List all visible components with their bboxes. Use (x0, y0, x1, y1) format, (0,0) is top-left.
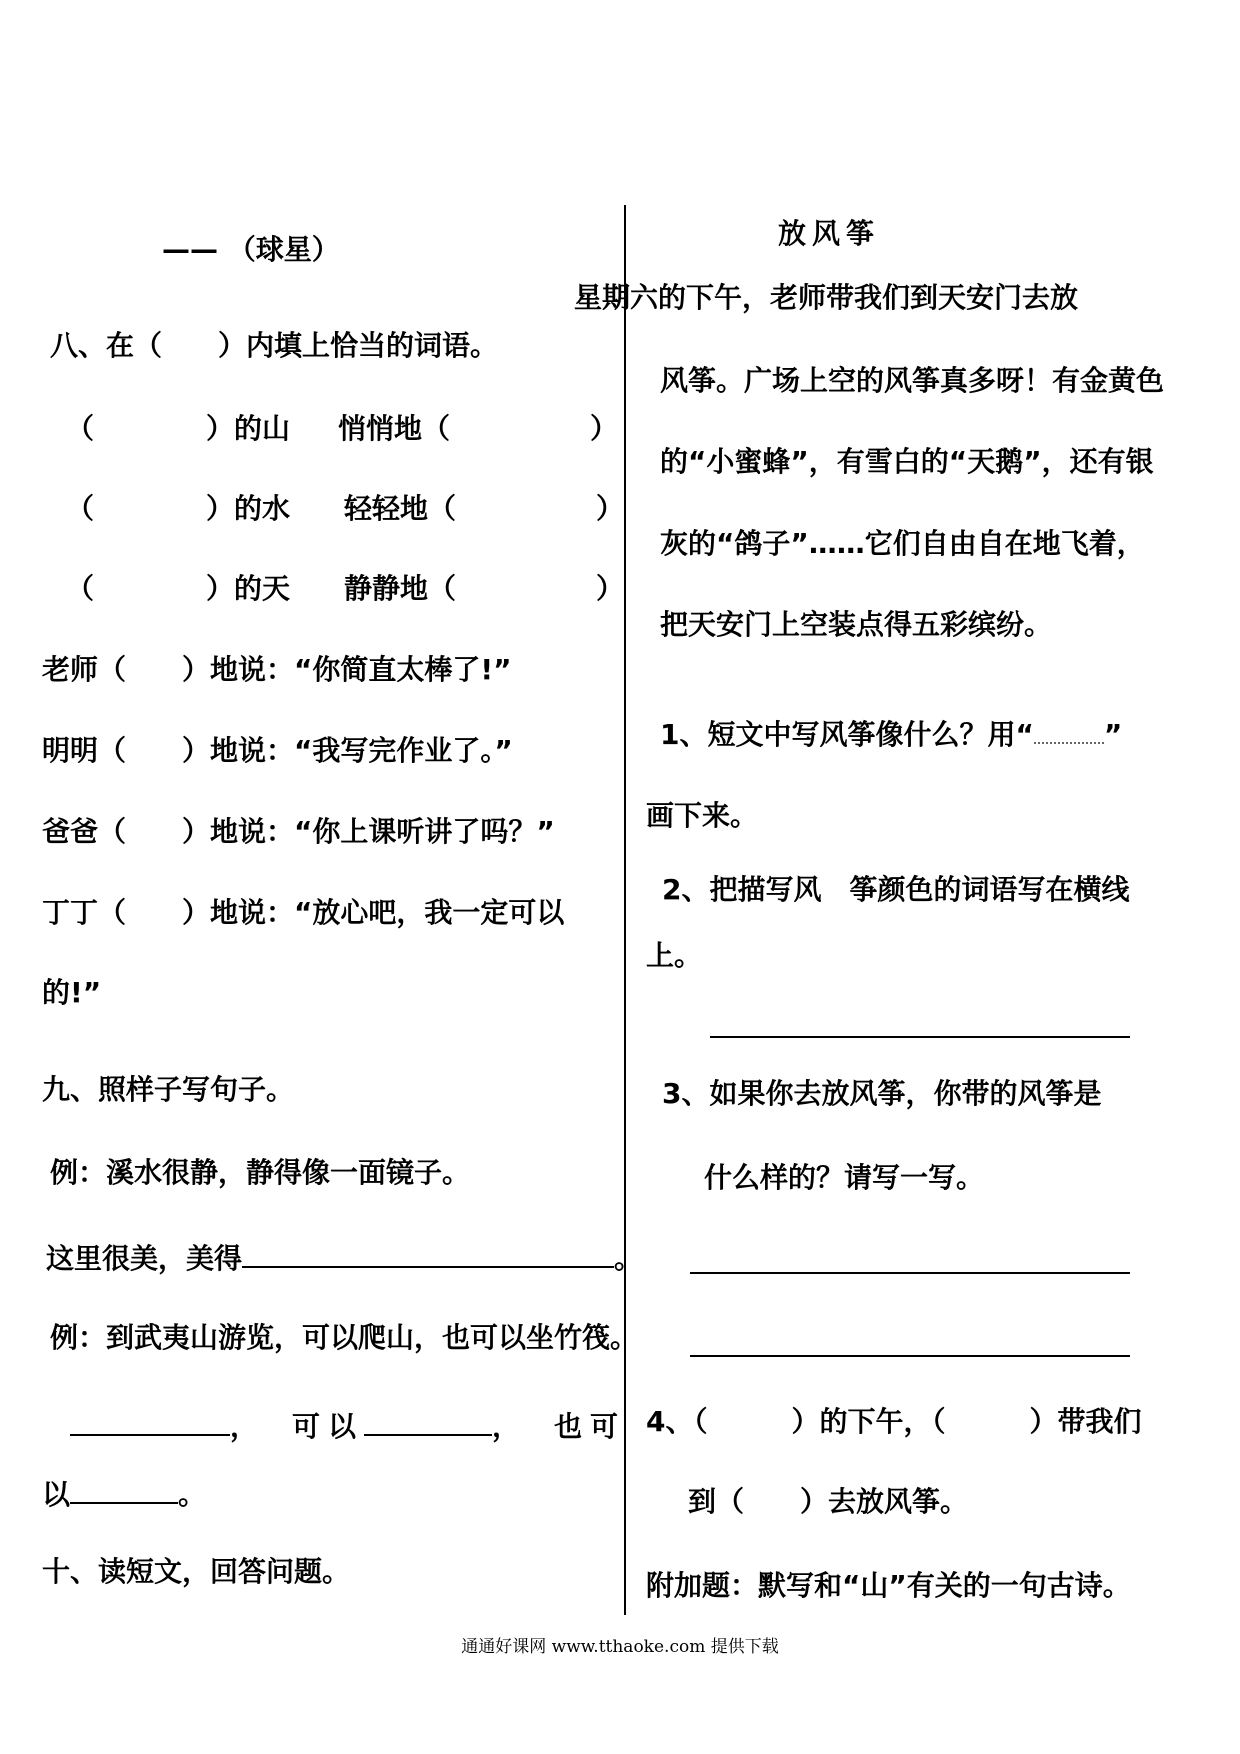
question-4: 4、（ ）的下午，（ ）带我们 (646, 1405, 1142, 1438)
section-9-heading: 九、照样子写句子。 (42, 1073, 295, 1106)
question-3-cont: 什么样的？请写一写。 (704, 1161, 985, 1194)
exercise-1-blank[interactable] (242, 1240, 614, 1268)
section-10-heading: 十、读短文，回答问题。 (42, 1555, 351, 1588)
passage-line-2: 风筝。广场上空的风筝真多呀！有金黄色 (660, 364, 1165, 397)
exercise-2-end: 。 (178, 1478, 207, 1511)
exercise-2-cont (42, 1476, 206, 1513)
blank-phrase-3b: 静静地（ ） (344, 572, 625, 605)
question-3: 3、如果你去放风筝，你带的风筝是 (662, 1077, 1102, 1110)
passage-line-1: 星期六的下午，老师带我们到天安门去放 (574, 281, 1079, 314)
passage-title: 放风筝 (778, 217, 881, 250)
question-4-cont: 到（ ）去放风筝。 (688, 1485, 969, 1518)
passage-line-5: 把天安门上空装点得五彩缤纷。 (660, 608, 1053, 641)
sentence-teacher: 老师（ ）地说：“你简直太棒了!” (42, 653, 512, 686)
blank-phrase-3a: （ ）的天 (66, 572, 291, 605)
section-8-heading: 八、在（ ）内填上恰当的词语。 (50, 329, 499, 362)
exercise-2-sep-1: ， (230, 1410, 259, 1443)
blank-phrase-2b: 轻轻地（ ） (344, 492, 625, 525)
exercise-2 (70, 1408, 626, 1445)
example-2: 例：到武夷山游览，可以爬山，也可以坐竹筏。 (50, 1321, 639, 1354)
exercise-2-blank-1[interactable] (70, 1408, 230, 1436)
sentence-dingding-cont: 的!” (42, 976, 102, 1009)
exercise-1 (46, 1240, 642, 1277)
exercise-2-blank-2[interactable] (364, 1408, 492, 1436)
wavy-underline-sample (1034, 716, 1104, 744)
left-title (162, 232, 340, 268)
sentence-mingming: 明明（ ）地说：“我写完作业了。” (42, 734, 513, 767)
blank-phrase-1a: （ ）的山 (66, 412, 291, 445)
sentence-dingding: 丁丁（ ）地说：“放心吧，我一定可以 (42, 896, 565, 929)
exercise-2-keyi: 可以 (292, 1410, 365, 1443)
question-3-answer-line-2[interactable] (690, 1355, 1130, 1357)
exercise-2-yeke: 也可 (554, 1410, 627, 1443)
exercise-2-sep-2: ， (492, 1410, 521, 1443)
title-dash: —— (162, 233, 218, 266)
exercise-1-prefix: 这里很美，美得 (46, 1242, 243, 1275)
question-3-answer-line-1[interactable] (690, 1272, 1130, 1274)
bonus-question: 附加题：默写和“山”有关的一句古诗。 (646, 1569, 1131, 1602)
passage-line-3: 的“小蜜蜂”，有雪白的“天鹅”，还有银 (660, 445, 1154, 478)
question-2-cont: 上。 (646, 939, 703, 972)
exercise-1-suffix: 。 (614, 1242, 643, 1275)
passage-line-4: 灰的“鸽子”……它们自由自在地飞着， (660, 527, 1145, 560)
question-1-cont: 画下来。 (646, 799, 759, 832)
question-2-answer-line[interactable] (710, 1036, 1130, 1038)
blank-phrase-1b: 悄悄地（ ） (338, 412, 619, 445)
question-1-prefix: 1、短文中写风筝像什么？用“ (660, 718, 1034, 751)
example-1: 例：溪水很静，静得像一面镜子。 (50, 1156, 471, 1189)
question-2: 2、把描写风 筝颜色的词语写在横线 (662, 873, 1130, 906)
column-divider (624, 205, 626, 1615)
footer-credit: 通通好课网 www.tthaoke.com 提供下载 (461, 1637, 779, 1657)
sentence-dad: 爸爸（ ）地说：“你上课听讲了吗？” (42, 815, 555, 848)
question-1-suffix: ” (1103, 718, 1123, 751)
blank-phrase-2a: （ ）的水 (66, 492, 291, 525)
exercise-2-blank-3[interactable] (70, 1476, 178, 1504)
question-1 (660, 716, 1122, 753)
exercise-2-yi: 以 (42, 1478, 71, 1511)
title-text: （球星） (227, 233, 340, 266)
